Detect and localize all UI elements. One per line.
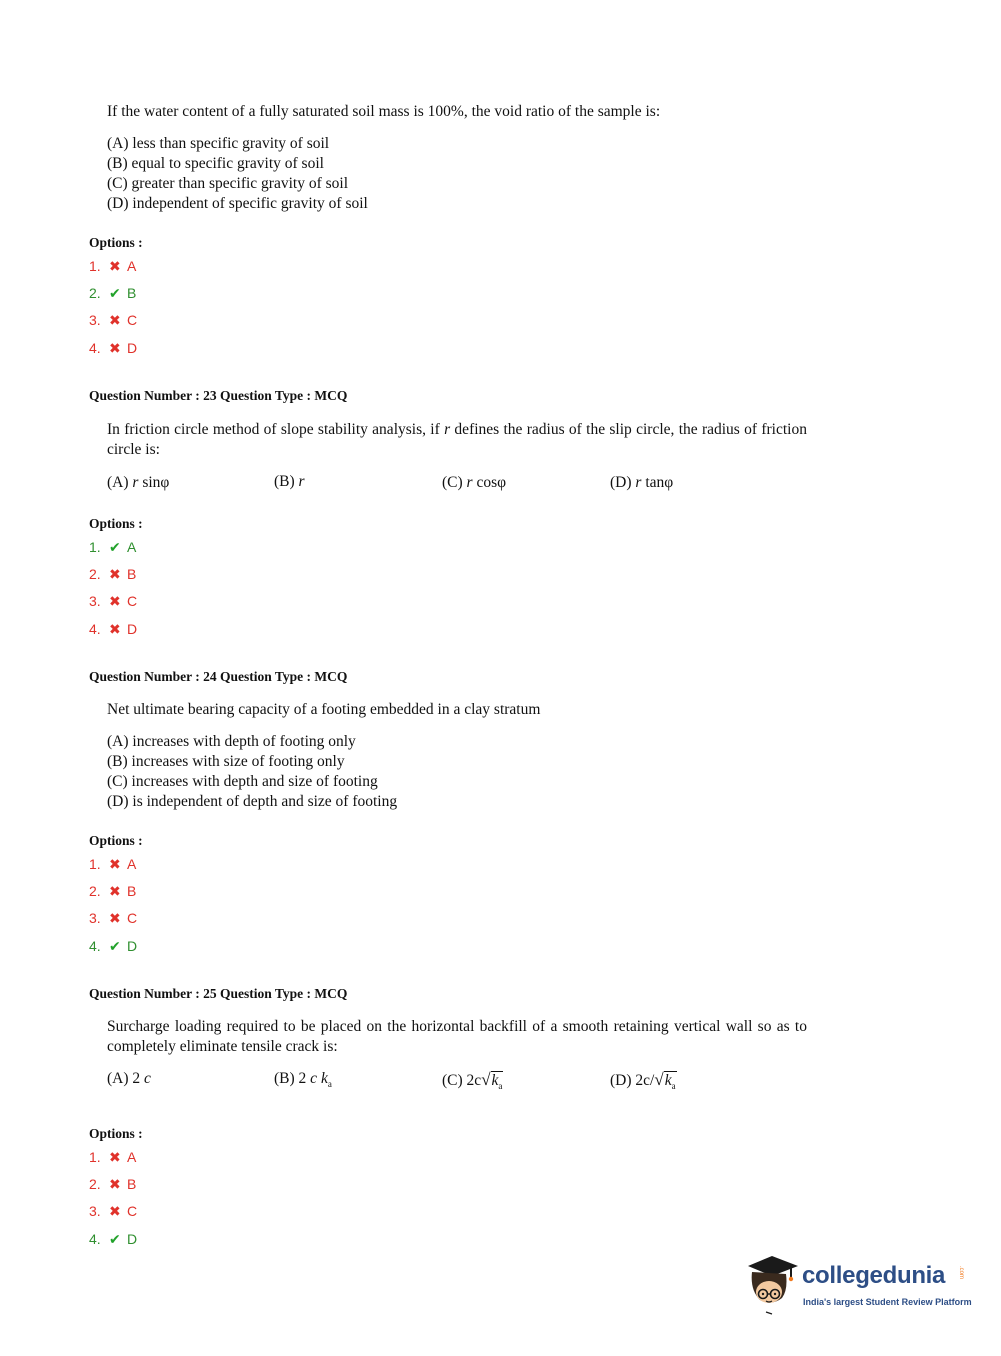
q22-choice-b: (B) equal to specific gravity of soil (107, 155, 324, 172)
cross-icon: ✖ (109, 856, 121, 872)
check-icon: ✔ (109, 539, 121, 555)
q22-option-2 (89, 283, 136, 303)
q25-header: Question Number : 25 Question Type : MCQ (89, 986, 348, 1001)
q23-choice-d: (D) r tanφ (610, 474, 674, 491)
q25-choice-c: (C) $2c√k_a$ (442, 1070, 503, 1092)
option-number: 2. (89, 883, 101, 899)
option-letter: A (127, 258, 137, 274)
q24-choice-b: (B) increases with size of footing only (107, 753, 345, 770)
option-letter: A (127, 1149, 137, 1165)
q24-option-3 (89, 908, 137, 928)
cross-icon: ✖ (109, 910, 121, 926)
option-number: 1. (89, 1149, 101, 1165)
q22-choice-c: (C) greater than specific gravity of soil (107, 175, 349, 192)
option-letter: D (127, 340, 138, 356)
option-number: 4. (89, 1231, 101, 1247)
q23-choice-a: (A) r sinφ (107, 474, 170, 491)
q24-choice-c: (C) increases with depth and size of footing (107, 773, 378, 790)
option-number: 1. (89, 539, 101, 555)
q25-options-label: Options : (89, 1126, 143, 1141)
option-number: 4. (89, 340, 101, 356)
option-number: 1. (89, 856, 101, 872)
option-letter: C (127, 910, 138, 926)
q23-choice-c: (C) r cosφ (442, 474, 507, 491)
q22-option-3 (89, 310, 137, 330)
option-letter: C (127, 312, 138, 328)
q25-choice-a: (A) 2 c (107, 1070, 151, 1087)
q23-choice-b: (B) r (274, 473, 305, 490)
option-letter: A (127, 539, 137, 555)
q24-choice-a: (A) increases with depth of footing only (107, 733, 356, 750)
option-number: 3. (89, 312, 101, 328)
cross-icon: ✖ (109, 621, 121, 637)
option-number: 2. (89, 285, 101, 301)
q23-options-label: Options : (89, 516, 143, 531)
q23-header: Question Number : 23 Question Type : MCQ (89, 388, 348, 403)
option-letter: B (127, 566, 137, 582)
cross-icon: ✖ (109, 593, 121, 609)
q24-option-4 (89, 936, 137, 956)
option-letter: C (127, 1203, 138, 1219)
cross-icon: ✖ (109, 1203, 121, 1219)
option-number: 1. (89, 258, 101, 274)
q23-option-1 (89, 537, 136, 557)
q22-choice-a: (A) less than specific gravity of soil (107, 135, 330, 152)
q23-stem: In friction circle method of slope stability analysis, if r defines the radius of the slip circle, the radius of friction circle is: (107, 421, 807, 458)
sqrt-symbol: $√k_a$ (654, 1070, 676, 1092)
option-number: 3. (89, 593, 101, 609)
option-letter: A (127, 856, 137, 872)
option-letter: D (127, 1231, 138, 1247)
q24-options-label: Options : (89, 833, 143, 848)
q25-option-2 (89, 1174, 136, 1194)
check-icon: ✔ (109, 285, 121, 301)
sqrt-symbol: $√k_a$ (481, 1070, 503, 1092)
cross-icon: ✖ (109, 340, 121, 356)
q22-stem: If the water content of a fully saturated soil mass is 100%, the void ratio of the sample is: (107, 103, 661, 120)
option-number: 2. (89, 566, 101, 582)
option-number: 2. (89, 1176, 101, 1192)
option-letter: D (127, 621, 138, 637)
q25-stem: Surcharge loading required to be placed on the horizontal backfill of a smooth retaining vertical wall so as to completely eliminate tensile crack is: (107, 1018, 807, 1055)
q25-option-3 (89, 1201, 137, 1221)
option-letter: D (127, 938, 138, 954)
q24-option-2 (89, 881, 136, 901)
option-letter: B (127, 285, 137, 301)
cross-icon: ✖ (109, 883, 121, 899)
q25-choice-b: (B) 2 c $k_a$ (274, 1070, 332, 1090)
option-letter: B (127, 1176, 137, 1192)
q22-choice-d: (D) independent of specific gravity of soil (107, 195, 368, 212)
q24-option-1 (89, 854, 136, 874)
check-icon: ✔ (109, 1231, 121, 1247)
option-number: 3. (89, 1203, 101, 1219)
option-letter: B (127, 883, 137, 899)
q25-option-1 (89, 1147, 136, 1167)
q24-choice-d: (D) is independent of depth and size of footing (107, 793, 398, 810)
q22-option-4 (89, 338, 137, 358)
q24-stem: Net ultimate bearing capacity of a footing embedded in a clay stratum (107, 701, 541, 718)
check-icon: ✔ (109, 938, 121, 954)
logo-com: .com (958, 1266, 964, 1280)
cross-icon: ✖ (109, 1176, 121, 1192)
option-number: 4. (89, 938, 101, 954)
mascot-icon (742, 1250, 802, 1320)
cross-icon: ✖ (109, 1149, 121, 1165)
q22-options-label: Options : (89, 235, 143, 250)
q23-option-2 (89, 564, 136, 584)
logo-wordmark: collegedunia (802, 1262, 946, 1289)
logo-tagline: India's largest Student Review Platform (803, 1297, 972, 1307)
q23-option-3 (89, 591, 137, 611)
cross-icon: ✖ (109, 566, 121, 582)
q24-header: Question Number : 24 Question Type : MCQ (89, 669, 348, 684)
collegedunia-logo (742, 1250, 972, 1320)
option-letter: C (127, 593, 138, 609)
q25-choice-d: (D) $2c/√k_a$ (610, 1070, 676, 1092)
option-number: 4. (89, 621, 101, 637)
option-number: 3. (89, 910, 101, 926)
q22-option-1 (89, 256, 136, 276)
q23-option-4 (89, 619, 137, 639)
cross-icon: ✖ (109, 258, 121, 274)
q25-option-4 (89, 1229, 137, 1249)
cross-icon: ✖ (109, 312, 121, 328)
